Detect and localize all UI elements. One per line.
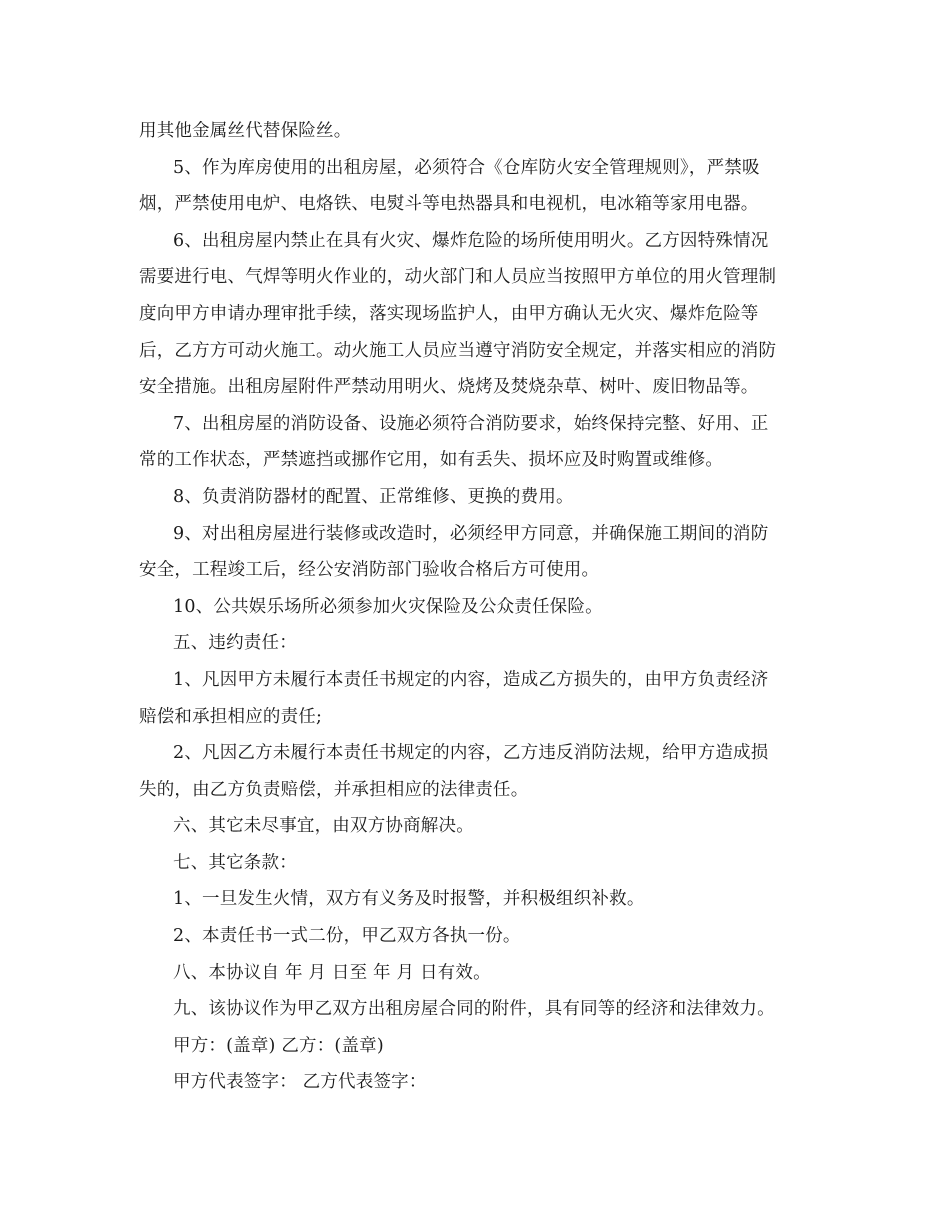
paragraph-line: 9、对出租房屋进行装修或改造时，必须经甲方同意，并确保施工期间的消防 [173,523,769,544]
paragraph-line: 需要进行电、气焊等明火作业的，动火部门和人员应当按照甲方单位的用火管理制 [139,267,777,288]
section-heading: 五、违约责任： [173,633,297,654]
paragraph-line: 2、凡因乙方未履行本责任书规定的内容，乙方违反消防法规，给甲方造成损 [173,743,769,764]
section-heading: 六、其它未尽事宜，由双方协商解决。 [173,816,474,837]
section-heading: 八、本协议自 年 月 日至 年 月 日有效。 [173,962,491,983]
section-heading: 七、其它条款： [173,852,297,873]
paragraph-line: 1、一旦发生火情，双方有义务及时报警，并积极组织补救。 [173,889,645,910]
paragraph-line: 用其他金属丝代替保险丝。 [139,121,352,141]
paragraph-line: 赔偿和承担相应的责任; [139,706,323,727]
paragraph-line: 10、公共娱乐场所必须参加火灾保险及公众责任保险。 [173,596,603,617]
paragraph-line: 后，乙方方可动火施工。动火施工人员应当遵守消防安全规定，并落实相应的消防 [139,340,777,361]
paragraph-line: 6、出租房屋内禁止在具有火灾、爆炸危险的场所使用明火。乙方因特殊情况 [173,230,769,251]
paragraph-line: 7、出租房屋的消防设备、设施必须符合消防要求，始终保持完整、好用、正 [173,413,769,434]
paragraph-line: 1、凡因甲方未履行本责任书规定的内容，造成乙方损失的，由甲方负责经济 [173,669,769,690]
paragraph-line: 8、负责消防器材的配置、正常维修、更换的费用。 [173,486,574,507]
paragraph-line: 度向甲方申请办理审批手续，落实现场监护人，由甲方确认无火灾、爆炸危险等 [139,303,759,324]
signature-seal-line: 甲方：(盖章) 乙方：(盖章) [173,1035,384,1056]
signature-line: 甲方代表签字： 乙方代表签字： [173,1072,427,1093]
paragraph-line: 安全措施。出租房屋附件严禁动用明火、烧烤及焚烧杂草、树叶、废旧物品等。 [139,377,759,398]
document-body [139,113,811,1101]
paragraph-line: 常的工作状态，严禁遮挡或挪作它用，如有丢失、损坏应及时购置或维修。 [139,450,724,471]
section-heading: 九、该协议作为甲乙双方出租房屋合同的附件，具有同等的经济和法律效力。 [173,999,775,1020]
paragraph-line: 失的，由乙方负责赔偿，并承担相应的法律责任。 [139,779,529,800]
paragraph-line: 烟，严禁使用电炉、电烙铁、电熨斗等电热器具和电视机，电冰箱等家用电器。 [139,194,759,215]
paragraph-line: 5、作为库房使用的出租房屋，必须符合《仓库防火安全管理规则》，严禁吸 [173,157,760,178]
paragraph-line: 2、本责任书一式二份，甲乙双方各执一份。 [173,926,521,947]
paragraph-line: 安全，工程竣工后，经公安消防部门验收合格后方可使用。 [139,560,600,581]
